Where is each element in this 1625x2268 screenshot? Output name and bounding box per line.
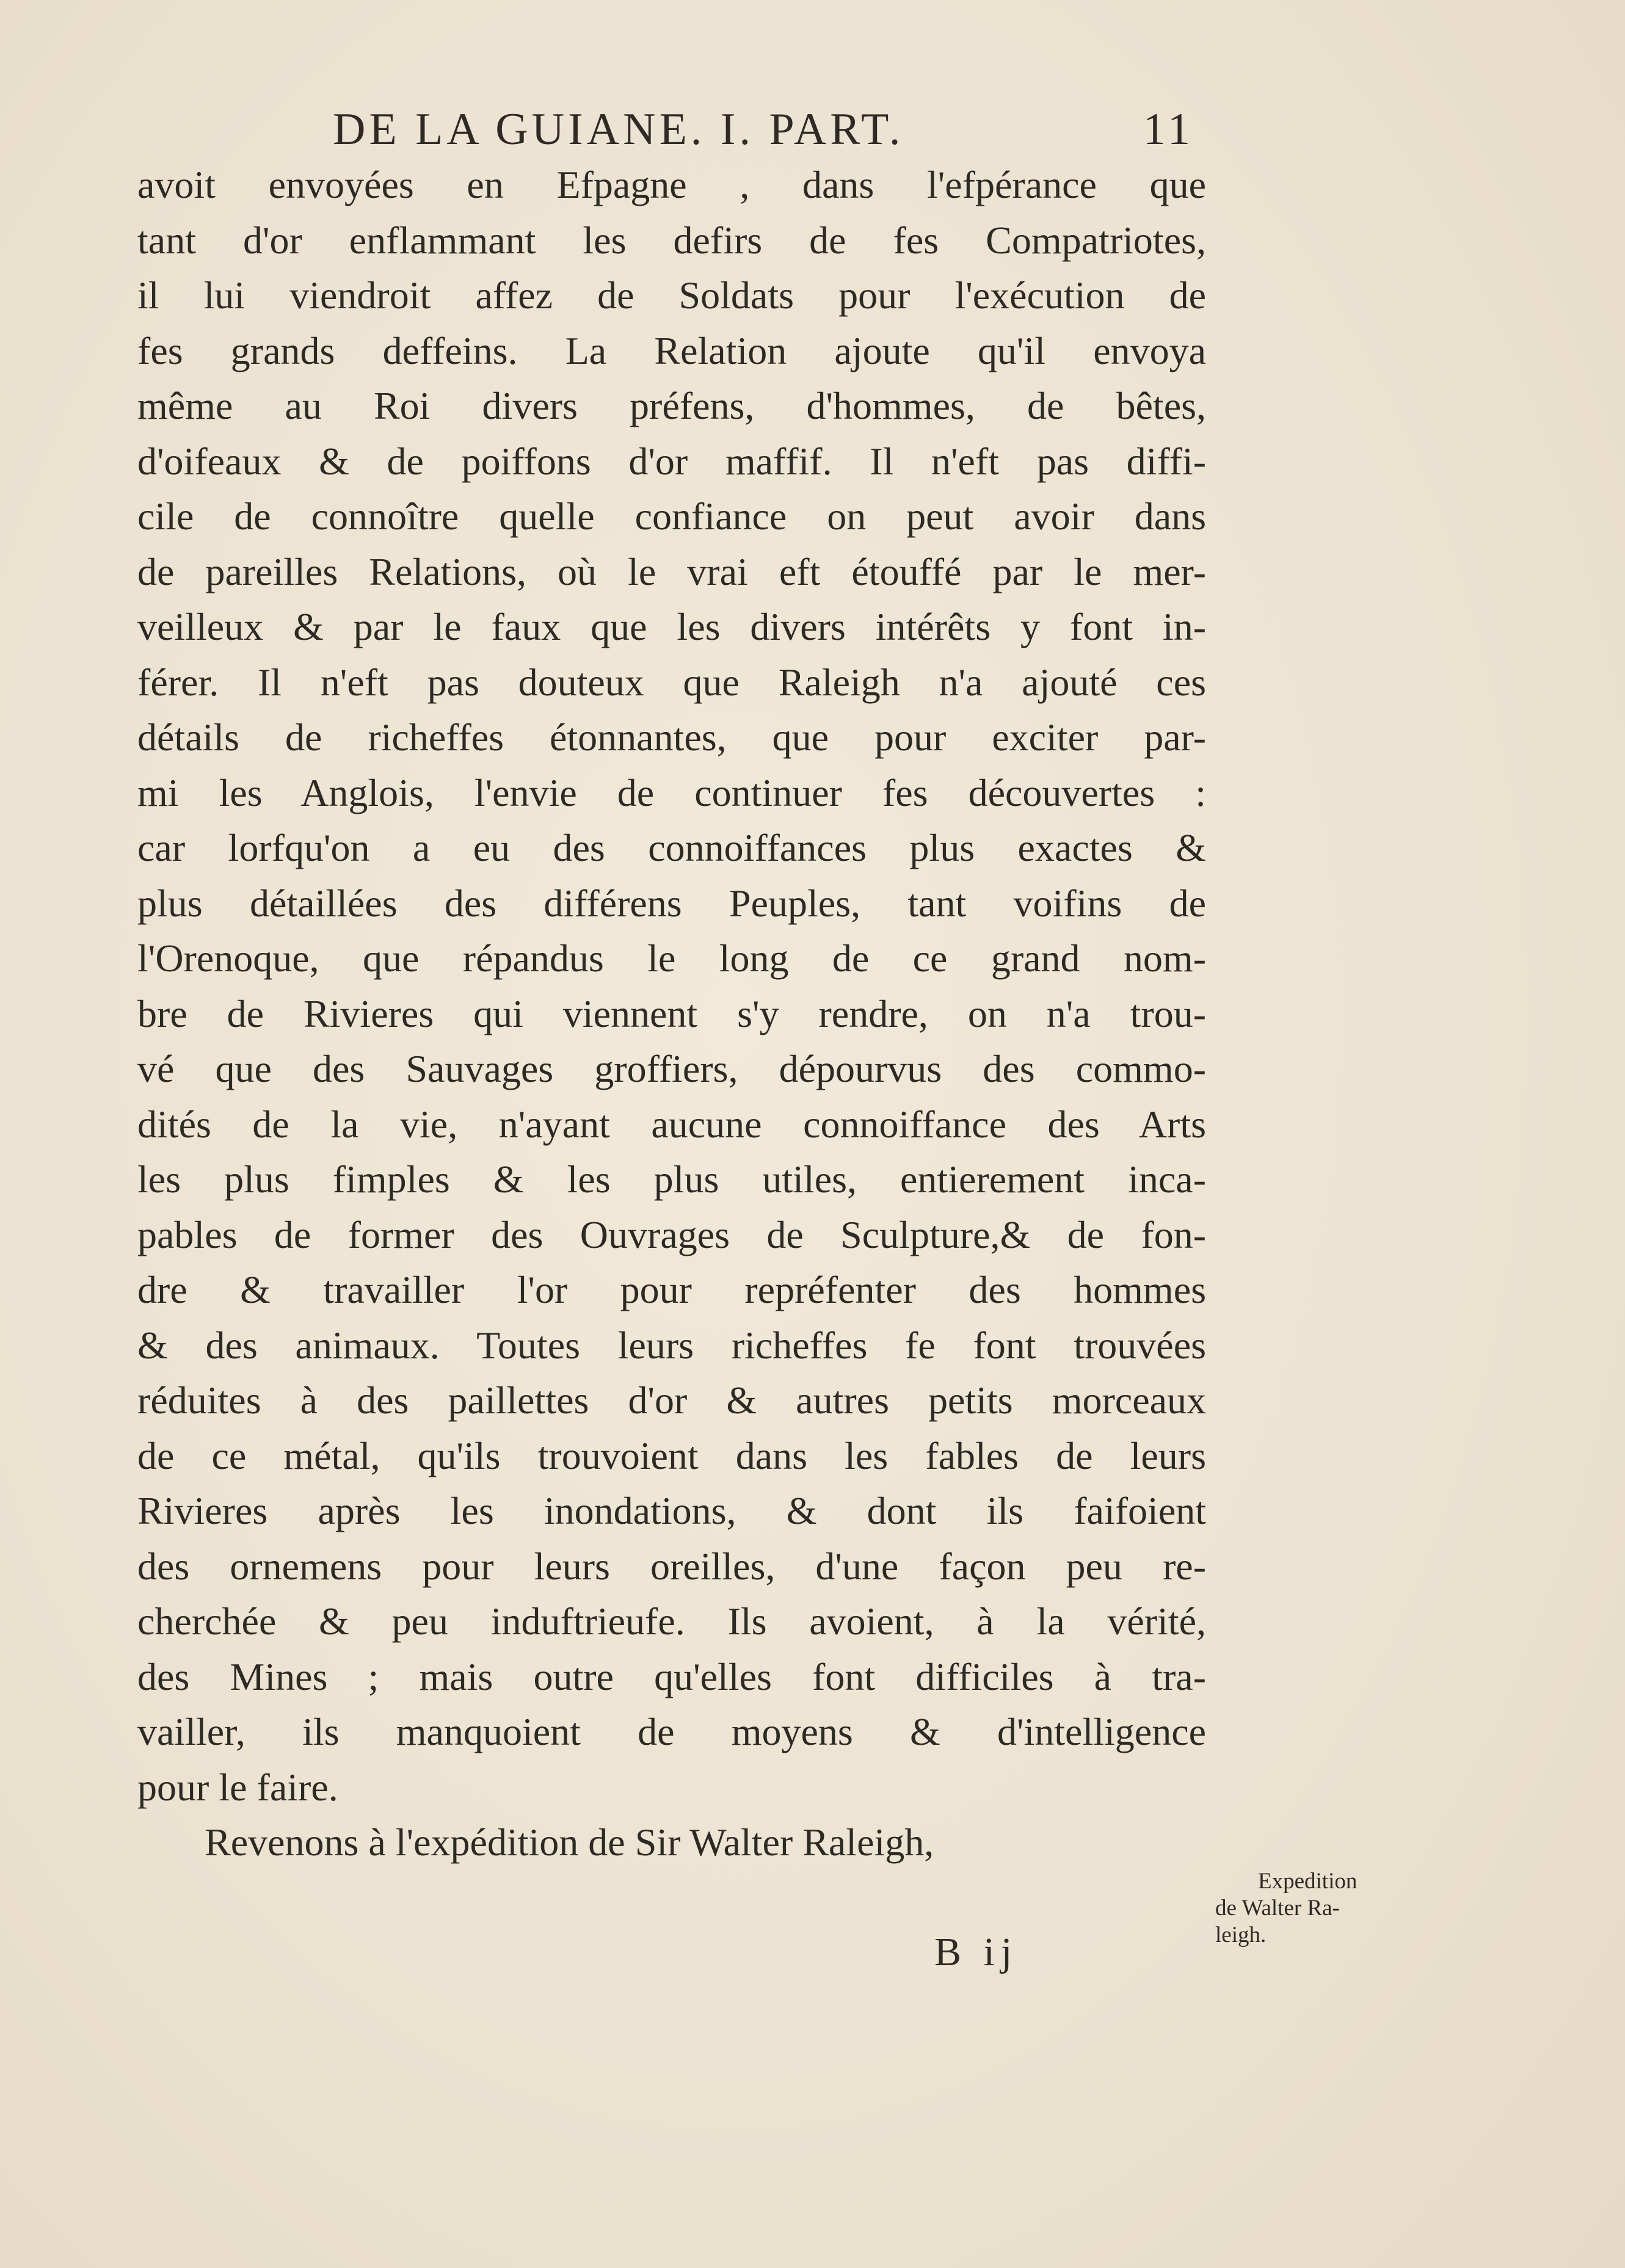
text-line: détails de richeffes étonnantes, que pour exciter par- [137,716,1206,759]
paragraph-start-line: Revenons à l'expédition de Sir Walter Raleigh, [205,1821,934,1864]
text-line: des Mines ; mais outre qu'elles font difficiles à tra- [137,1654,1206,1698]
text-line: même au Roi divers préfens, d'hommes, de bêtes, [137,384,1206,427]
text-line: l'Orenoque, que répandus le long de ce grand nom- [137,937,1206,980]
margin-note-line: leigh. [1215,1922,1267,1947]
text-line: bre de Rivieres qui viennent s'y rendre, on n'a trou- [137,991,1206,1035]
text-line: tant d'or enflammant les defirs de fes Compatriotes, [137,218,1206,262]
text-line: avoit envoyées en Efpagne , dans l'efpérance que [137,163,1206,206]
margin-note-line: Expedition [1258,1869,1358,1894]
text-line: pour le faire. [137,1765,338,1809]
text-line: cherchée & peu induftrieufe. Ils avoient, à la vérité, [137,1600,1206,1643]
text-line: des ornemens pour leurs oreilles, d'une façon peu re- [137,1544,1206,1588]
text-line: réduites à des paillettes d'or & autres petits morceaux [137,1379,1206,1422]
text-line: les plus fimples & les plus utiles, entierement inca- [137,1158,1206,1201]
text-line: vailler, ils manquoient de moyens & d'intelligence [137,1710,1206,1753]
text-line: mi les Anglois, l'envie de continuer fes découvertes : [137,770,1206,814]
text-line: car lorfqu'on a eu des connoiffances plus exactes & [137,826,1206,869]
text-line: il lui viendroit affez de Soldats pour l'exécution de [137,274,1206,317]
body-text [137,158,1206,1871]
text-line: dités de la vie, n'ayant aucune connoiffance des Arts [137,1102,1206,1146]
text-line: Rivieres après les inondations, & dont ils faifoient [137,1489,1206,1532]
text-line: & des animaux. Toutes leurs richeffes fe font trouvées [137,1323,1206,1367]
text-line: d'oifeaux & de poiffons d'or maffif. Il n'eft pas diffi- [137,439,1206,483]
text-line: de pareilles Relations, où le vrai eft étouffé par le mer- [137,549,1206,593]
text-line: férer. Il n'eft pas douteux que Raleigh n'a ajouté ces [137,660,1206,704]
margin-note-line: de Walter Ra- [1215,1896,1340,1921]
page-number: 11 [1143,104,1194,154]
signature-mark: B ij [934,1930,1019,1974]
text-line: dre & travailler l'or pour repréfenter des hommes [137,1268,1206,1311]
text-line: plus détaillées des différens Peuples, tant voifins de [137,881,1206,925]
text-line: de ce métal, qu'ils trouvoient dans les fables de leurs [137,1433,1206,1477]
text-line: veilleux & par le faux que les divers intérêts y font in- [137,605,1206,648]
text-line: cile de connoître quelle confiance on peut avoir dans [137,495,1206,538]
text-line: fes grands deffeins. La Relation ajoute qu'il envoya [137,328,1206,372]
margin-note [1215,1868,1398,1949]
running-header [333,104,1194,159]
text-line: pables de former des Ouvrages de Sculpture,& de fon- [137,1212,1206,1256]
text-line: vé que des Sauvages groffiers, dépourvus des commo- [137,1047,1206,1090]
running-title: DE LA GUIANE. I. PART. [333,104,904,154]
